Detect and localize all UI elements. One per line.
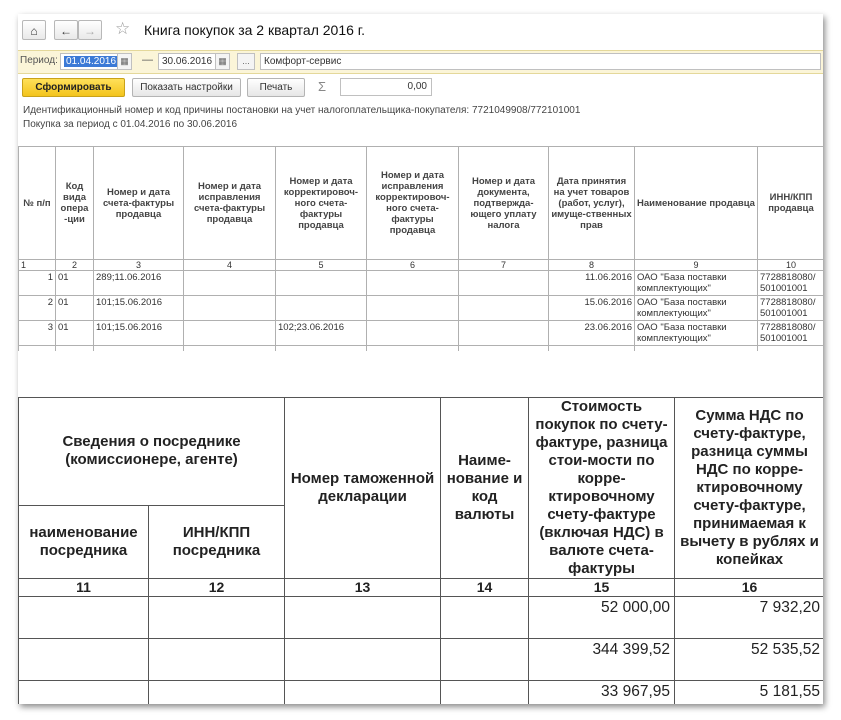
calendar-from-icon[interactable]: ▦	[117, 53, 132, 70]
intermediary-inn	[149, 597, 285, 639]
intermediary-group-header: Сведения о посреднике (комиссионере, агенте)	[19, 398, 285, 506]
purchase-book-table	[18, 146, 823, 351]
column-number: 13	[285, 579, 441, 597]
intermediary-name	[19, 681, 149, 705]
header-cell: Номер и дата корректировоч-ного счета-фактуры продавца	[276, 147, 367, 260]
table-row[interactable]	[19, 321, 824, 346]
column-number: 15	[529, 579, 675, 597]
intermediary-inn	[149, 681, 285, 705]
sum-field: 0,00	[340, 78, 432, 96]
vat-amount: 5 181,55	[675, 681, 823, 705]
header-cell: Номер и дата документа, подтвержда-ющего уплату налога	[459, 147, 549, 260]
corrective-correction	[367, 271, 459, 296]
header-cell: Код вида опера -ции	[56, 147, 94, 260]
header-cell: Дата принятия на учет товаров (работ, услуг), имуще-ственных прав	[549, 147, 635, 260]
column-number: 10	[758, 260, 824, 271]
column-number: 14	[441, 579, 529, 597]
seller-inn-kpp: 7728818080/ 501001001	[758, 321, 824, 346]
invoice-correction	[184, 271, 276, 296]
seller-name: ОАО "База поставки комплектующих"	[635, 296, 758, 321]
column-number: 11	[19, 579, 149, 597]
period-row	[18, 50, 823, 74]
table-row[interactable]	[19, 639, 824, 681]
arrow-left-icon[interactable]: ←	[54, 20, 78, 40]
acceptance-date: 23.06.2016	[549, 321, 635, 346]
customs-declaration	[285, 681, 441, 705]
intermediary-name	[19, 597, 149, 639]
acceptance-date: 15.06.2016	[549, 296, 635, 321]
home-icon[interactable]: ⌂	[22, 20, 46, 40]
section-gap	[18, 351, 823, 397]
intermediary-name-header: наименование посредника	[19, 505, 149, 578]
purchase-book-table-continued	[18, 397, 823, 704]
invoice-number-date: 101;15.06.2016	[94, 321, 184, 346]
header-cell: Номер и дата счета-фактуры продавца	[94, 147, 184, 260]
seller-name: ОАО "База поставки комплектующих"	[635, 271, 758, 296]
corrective-correction	[367, 296, 459, 321]
column-number: 6	[367, 260, 459, 271]
column-number: 9	[635, 260, 758, 271]
currency	[441, 639, 529, 681]
payment-document	[459, 271, 549, 296]
payment-document	[459, 321, 549, 346]
operation-code: 01	[56, 296, 94, 321]
table-row[interactable]	[19, 681, 824, 705]
period-info: Покупка за период с 01.04.2016 по 30.06.2016	[23, 119, 237, 130]
customs-declaration	[285, 639, 441, 681]
column-number: 12	[149, 579, 285, 597]
report-window	[18, 14, 823, 704]
column-number: 3	[94, 260, 184, 271]
purchase-cost-header: Стоимость покупок по счету-фактуре, разница стои-мости по корре-ктировочному счету-фактуре (включая НДС) в валюте счета-фактуры	[529, 398, 675, 579]
payment-document	[459, 296, 549, 321]
header-cell: Номер и дата исправления корректировоч-ного счета-фактуры продавца	[367, 147, 459, 260]
buyer-inn-info: Идентификационный номер и код причины постановки на учет налогоплательщика-покупателя: 7721049908/772101001	[23, 105, 581, 116]
corrective-invoice: 102;23.06.2016	[276, 321, 367, 346]
purchase-cost: 344 399,52	[529, 639, 675, 681]
currency	[441, 681, 529, 705]
column-number: 8	[549, 260, 635, 271]
vat-amount: 7 932,20	[675, 597, 823, 639]
column-number-row	[19, 260, 824, 271]
table-row[interactable]	[19, 271, 824, 296]
period-select-button[interactable]: ...	[237, 53, 255, 70]
table-row[interactable]	[19, 597, 824, 639]
period-from-input[interactable]	[60, 53, 118, 70]
header-cell: Наименование продавца	[635, 147, 758, 260]
currency	[441, 597, 529, 639]
vat-amount: 52 535,52	[675, 639, 823, 681]
invoice-number-date: 289;11.06.2016	[94, 271, 184, 296]
column-number: 2	[56, 260, 94, 271]
generate-button[interactable]: Сформировать	[22, 78, 125, 97]
row-number: 3	[19, 321, 56, 346]
period-from-value: 01.04.2016	[66, 56, 117, 67]
sigma-icon[interactable]: Σ	[318, 79, 327, 94]
page-title: Книга покупок за 2 квартал 2016 г.	[144, 22, 366, 38]
customs-declaration	[285, 597, 441, 639]
seller-inn-kpp: 7728818080/ 501001001	[758, 271, 824, 296]
arrow-right-icon[interactable]: →	[78, 20, 102, 40]
operation-code: 01	[56, 271, 94, 296]
star-icon[interactable]: ☆	[115, 19, 131, 38]
intermediary-name	[19, 639, 149, 681]
table-row[interactable]	[19, 296, 824, 321]
acceptance-date: 11.06.2016	[549, 271, 635, 296]
corrective-invoice	[276, 271, 367, 296]
period-label: Период:	[20, 55, 58, 66]
organization-input[interactable]: Комфорт-сервис	[260, 53, 821, 70]
vat-amount-header: Сумма НДС по счету-фактуре, разница суммы НДС по корре-ктировочному счету-фактуре, принимаемая к вычету в рублях и копейках	[675, 398, 823, 579]
column-number: 4	[184, 260, 276, 271]
seller-inn-kpp: 7728818080/ 501001001	[758, 296, 824, 321]
intermediary-inn-header: ИНН/КПП посредника	[149, 505, 285, 578]
row-number: 1	[19, 271, 56, 296]
invoice-number-date: 101;15.06.2016	[94, 296, 184, 321]
intermediary-inn	[149, 639, 285, 681]
header-cell: ИНН/КПП продавца	[758, 147, 824, 260]
table-header-row	[19, 147, 824, 260]
currency-header: Наиме-нование и код валюты	[441, 398, 529, 579]
column-number: 7	[459, 260, 549, 271]
print-button[interactable]: Печать	[247, 78, 305, 97]
column-number: 16	[675, 579, 823, 597]
row-number: 2	[19, 296, 56, 321]
title-bar	[18, 14, 823, 48]
column-number: 5	[276, 260, 367, 271]
calendar-to-icon[interactable]: ▦	[215, 53, 230, 70]
purchase-cost: 33 967,95	[529, 681, 675, 705]
seller-name: ОАО "База поставки комплектующих"	[635, 321, 758, 346]
invoice-correction	[184, 321, 276, 346]
period-to-input[interactable]: 30.06.2016	[158, 53, 216, 70]
period-separator: —	[142, 54, 153, 66]
show-settings-button[interactable]: Показать настройки	[132, 78, 241, 97]
customs-declaration-header: Номер таможенной декларации	[285, 398, 441, 579]
column-number-row	[19, 579, 824, 597]
operation-code: 01	[56, 321, 94, 346]
corrective-invoice	[276, 296, 367, 321]
corrective-correction	[367, 321, 459, 346]
header-cell: № п/п	[19, 147, 56, 260]
invoice-correction	[184, 296, 276, 321]
header-cell: Номер и дата исправления счета-фактуры продавца	[184, 147, 276, 260]
column-number: 1	[19, 260, 56, 271]
purchase-cost: 52 000,00	[529, 597, 675, 639]
